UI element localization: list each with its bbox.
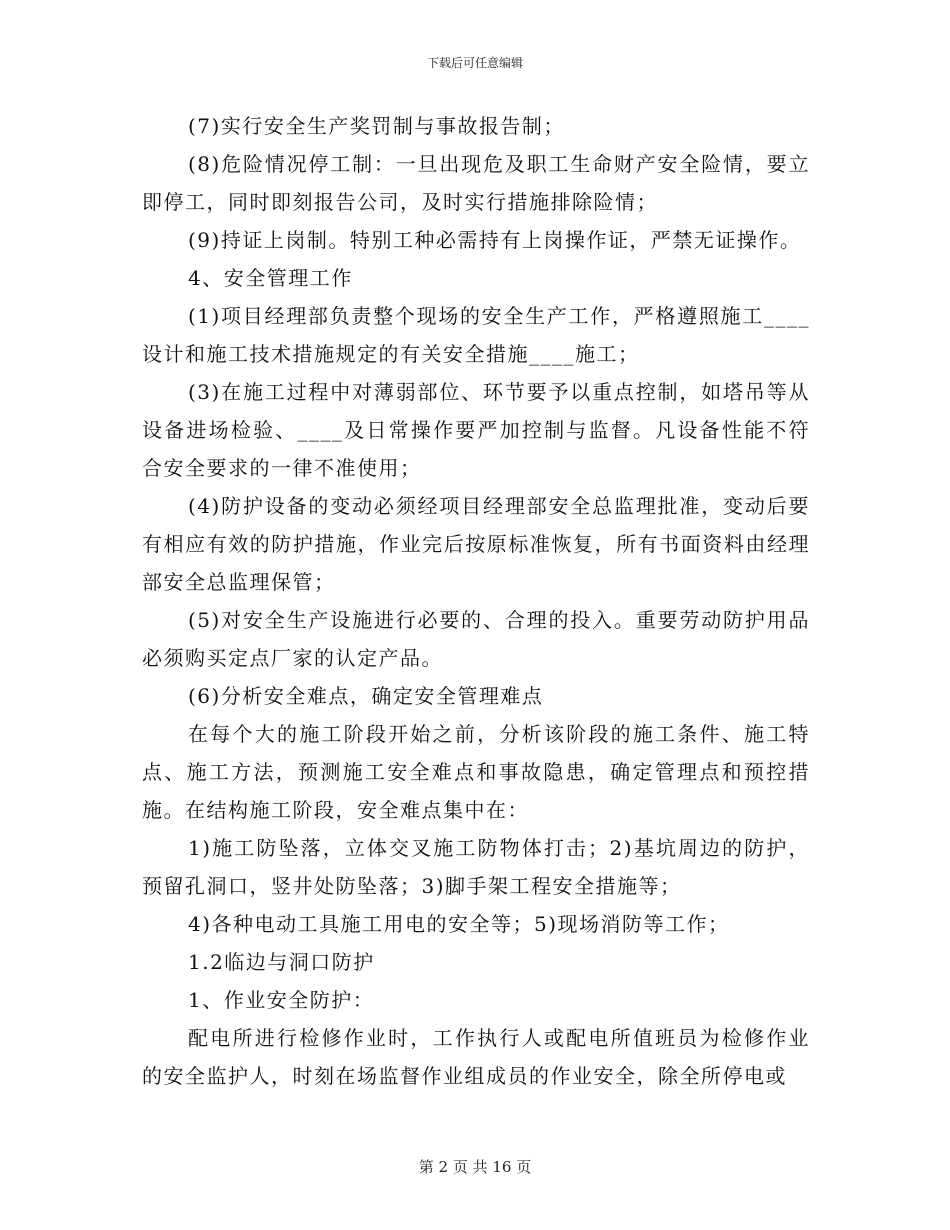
paragraph-item-1: (1)项目经理部负责整个现场的安全生产工作，严格遵照施工____设计和施工技术措施规定的有关安全措施____施工；	[142, 304, 810, 366]
paragraph-item-5: (5)对安全生产设施进行必要的、合理的投入。重要劳动防护用品必须购买定点厂家的认定产品。	[142, 608, 810, 670]
paragraph-item-9: (9)持证上岗制。特别工种必需持有上岗操作证，严禁无证操作。	[188, 228, 802, 252]
paragraph-analysis: 在每个大的施工阶段开始之前，分析该阶段的施工条件、施工特点、施工方法，预测施工安全难点和事故隐患，确定管理点和预控措施。在结构施工阶段，安全难点集中在：	[142, 722, 810, 822]
paragraph-item-7: (7)实行安全生产奖罚制与事故报告制；	[188, 114, 565, 138]
paragraph-item-6: (6)分析安全难点，确定安全管理难点	[188, 684, 544, 708]
page-footer: 第 2 页 共 16 页	[418, 1158, 532, 1176]
section-heading-work-safety: 1、作业安全防护：	[188, 988, 375, 1012]
paragraph-item-8: (8)危险情况停工制：一旦出现危及职工生命财产安全险情，要立即停工，同时即刻报告公司，及时实行措施排除险情；	[142, 152, 810, 214]
paragraph-item-3: (3)在施工过程中对薄弱部位、环节要予以重点控制，如塔吊等从设备进场检验、____及日常操作要严加控制与监督。凡设备性能不符合安全要求的一律不准使用；	[142, 380, 810, 480]
section-heading-edge-protection: 1.2临边与洞口防护	[188, 950, 375, 974]
section-heading-safety-management: 4、安全管理工作	[188, 266, 353, 290]
paragraph-substation-maintenance: 配电所进行检修作业时，工作执行人或配电所值班员为检修作业的安全监护人，时刻在场监督作业组成员的作业安全，除全所停电或	[142, 1026, 810, 1088]
paragraph-item-4: (4)防护设备的变动必须经项目经理部安全总监理批准，变动后要有相应有效的防护措施，作业完后按原标准恢复，所有书面资料由经理部安全总监理保管；	[142, 494, 810, 594]
page-header: 下载后可任意编辑	[426, 56, 523, 70]
paragraph-difficulties-list-2: 4)各种电动工具施工用电的安全等；5)现场消防等工作；	[188, 912, 730, 936]
paragraph-difficulties-list-1: 1)施工防坠落，立体交叉施工防物体打击；2)基坑周边的防护，预留孔洞口，竖井处防坠落；3)脚手架工程安全措施等；	[142, 836, 810, 898]
document-body	[142, 107, 810, 1095]
